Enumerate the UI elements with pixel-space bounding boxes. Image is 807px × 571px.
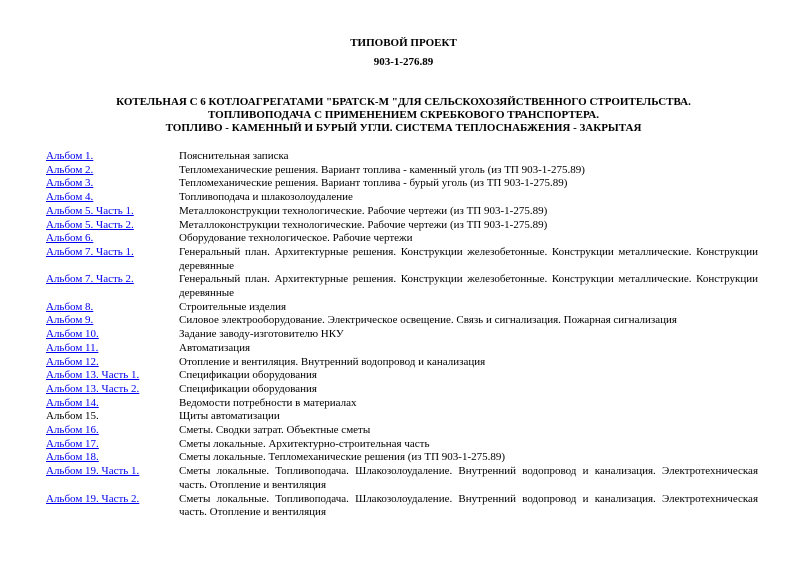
album-row	[46, 232, 758, 246]
album-link[interactable]: Альбом 14.	[46, 396, 99, 409]
project-title-line-2: ТОПЛИВОПОДАЧА С ПРИМЕНЕНИЕМ СКРЕБКОВОГО ТРАНСПОРТЕРА.	[207, 109, 599, 121]
album-description: Сметы локальные. Архитектурно-строительная часть	[179, 437, 430, 450]
project-number: 903-1-276.89	[373, 56, 434, 68]
album-link[interactable]: Альбом 7. Часть 1.	[46, 245, 134, 258]
project-title-line-1: КОТЕЛЬНАЯ С 6 КОТЛОАГРЕГАТАМИ "БРАТСК-М "ДЛЯ СЕЛЬСКОХОЗЯЙСТВЕННОГО СТРОИТЕЛЬСТВА.	[116, 96, 691, 108]
album-row	[46, 438, 758, 452]
album-description: Отопление и вентиляция. Внутренний водопровод и канализация	[179, 355, 486, 368]
album-description: Сметы локальные. Топливоподача. Шлакозолоудаление. Внутренний водопровод и канализация. Электротехническая часть. Отопление и вентиляция	[179, 492, 758, 519]
album-link[interactable]: Альбом 17.	[46, 437, 99, 450]
album-description: Тепломеханические решения. Вариант топлива - бурый уголь (из ТП 903-1-275.89)	[179, 177, 568, 190]
album-description: Сметы локальные. Тепломеханические решения (из ТП 903-1-275.89)	[179, 451, 506, 464]
album-description: Ведомости потребности в материалах	[179, 396, 357, 409]
album-description: Топливоподача и шлакозолоудаление	[179, 191, 353, 204]
album-description: Металлоконструкции технологические. Рабочие чертежи (из ТП 903-1-275.89)	[179, 204, 548, 217]
album-row	[46, 356, 758, 370]
album-description: Генеральный план. Архитектурные решения. Конструкции железобетонные. Конструкции металлические. Конструкции деревянные	[179, 245, 758, 272]
album-row	[46, 205, 758, 219]
album-description: Металлоконструкции технологические. Рабочие чертежи (из ТП 903-1-275.89)	[179, 218, 548, 231]
album-link[interactable]: Альбом 11.	[46, 341, 99, 354]
album-description: Сметы. Сводки затрат. Объектные сметы	[179, 424, 371, 437]
album-description: Пояснительная записка	[179, 150, 289, 162]
album-row	[46, 164, 758, 178]
album-link[interactable]: Альбом 9.	[46, 314, 94, 327]
album-row	[46, 397, 758, 411]
album-description: Силовое электрооборудование. Электрическое освещение. Связь и сигнализация. Пожарная сигнализация	[179, 314, 677, 327]
album-link[interactable]: Альбом 3.	[46, 177, 94, 190]
album-link[interactable]: Альбом 7. Часть 2.	[46, 273, 134, 286]
album-row	[46, 177, 758, 191]
album-link[interactable]: Альбом 1.	[46, 150, 94, 162]
album-link[interactable]: Альбом 8.	[46, 300, 94, 313]
album-row	[46, 328, 758, 342]
album-row	[46, 465, 758, 492]
album-description: Строительные изделия	[179, 300, 287, 313]
album-row	[46, 342, 758, 356]
album-link[interactable]: Альбом 2.	[46, 163, 94, 176]
album-description: Задание заводу-изготовителю НКУ	[179, 328, 344, 341]
album-link[interactable]: Альбом 13. Часть 1.	[46, 369, 140, 382]
album-link[interactable]: Альбом 13. Часть 2.	[46, 382, 140, 395]
album-link[interactable]: Альбом 5. Часть 1.	[46, 204, 134, 217]
album-row	[46, 383, 758, 397]
album-description: Генеральный план. Архитектурные решения. Конструкции железобетонные. Конструкции металлические. Конструкции деревянные	[179, 273, 758, 300]
album-link[interactable]: Альбом 5. Часть 2.	[46, 218, 134, 231]
album-link[interactable]: Альбом 6.	[46, 232, 94, 245]
album-link[interactable]: Альбом 10.	[46, 328, 99, 341]
album-row	[46, 314, 758, 328]
album-row	[46, 451, 758, 465]
album-description: Автоматизация	[179, 341, 251, 354]
album-link[interactable]: Альбом 4.	[46, 191, 94, 204]
album-row	[46, 301, 758, 315]
album-row	[46, 246, 758, 273]
album-row	[46, 410, 758, 424]
album-list	[46, 150, 758, 520]
album-link[interactable]: Альбом 19. Часть 2.	[46, 492, 140, 505]
album-row	[46, 150, 758, 164]
album-description: Щиты автоматизации	[179, 410, 280, 423]
album-row	[46, 219, 758, 233]
album-row	[46, 424, 758, 438]
project-title-line-3: ТОПЛИВО - КАМЕННЫЙ И БУРЫЙ УГЛИ. СИСТЕМА ТЕПЛОСНАБЖЕНИЯ - ЗАКРЫТАЯ	[165, 122, 642, 134]
album-row	[46, 273, 758, 300]
album-row	[46, 369, 758, 383]
album-description: Тепломеханические решения. Вариант топлива - каменный уголь (из ТП 903-1-275.89)	[179, 163, 585, 176]
album-row	[46, 191, 758, 205]
album-description: Спецификации оборудования	[179, 369, 317, 382]
album-link[interactable]: Альбом 18.	[46, 451, 99, 464]
album-description: Оборудование технологическое. Рабочие чертежи	[179, 232, 413, 245]
doc-type-heading: ТИПОВОЙ ПРОЕКТ	[350, 37, 457, 49]
album-link[interactable]: Альбом 16.	[46, 424, 99, 437]
album-description: Сметы локальные. Топливоподача. Шлакозолоудаление. Внутренний водопровод и канализация. Электротехническая часть. Отопление и вентиляция	[179, 465, 758, 491]
album-label: Альбом 15.	[46, 410, 99, 423]
album-link[interactable]: Альбом 12.	[46, 355, 99, 368]
album-link[interactable]: Альбом 19. Часть 1.	[46, 465, 140, 478]
album-description: Спецификации оборудования	[179, 382, 317, 395]
album-row	[46, 493, 758, 520]
